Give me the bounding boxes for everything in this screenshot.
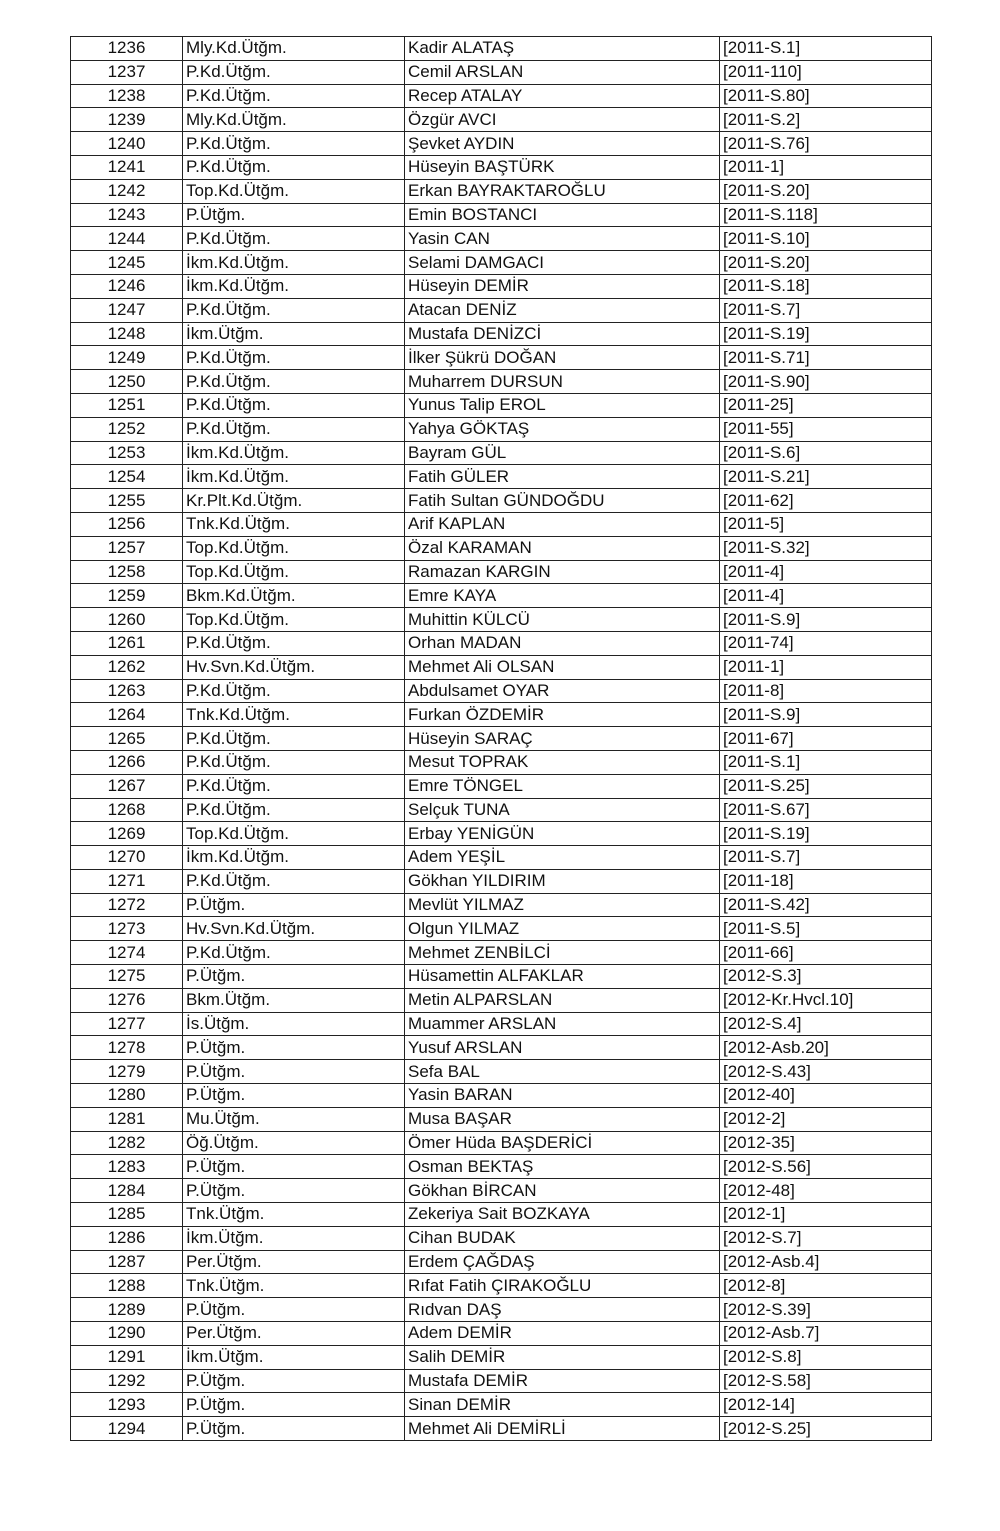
table-row [71,1226,932,1250]
name-cell: Hüseyin SARAÇ [405,727,720,751]
row-number: 1282 [71,1131,183,1155]
rank-cell: Hv.Svn.Kd.Ütğm. [183,655,405,679]
row-number: 1285 [71,1203,183,1227]
table-row [71,988,932,1012]
table-row [71,1369,932,1393]
rank-cell: İkm.Kd.Ütğm. [183,465,405,489]
name-cell: Mehmet Ali OLSAN [405,655,720,679]
rank-cell: Per.Ütğm. [183,1250,405,1274]
class-code-cell: [2011-S.1] [720,750,932,774]
table-row [71,346,932,370]
table-row [71,1322,932,1346]
rank-cell: P.Ütğm. [183,1060,405,1084]
name-cell: Yunus Talip EROL [405,393,720,417]
name-cell: Musa BAŞAR [405,1107,720,1131]
name-cell: Metin ALPARSLAN [405,988,720,1012]
row-number: 1277 [71,1012,183,1036]
rank-cell: P.Kd.Ütğm. [183,727,405,751]
table-row [71,251,932,275]
name-cell: Olgun YILMAZ [405,917,720,941]
row-number: 1294 [71,1417,183,1441]
class-code-cell: [2011-S.67] [720,798,932,822]
name-cell: Arif KAPLAN [405,512,720,536]
class-code-cell: [2012-S.7] [720,1226,932,1250]
table-row [71,441,932,465]
name-cell: Şevket AYDIN [405,132,720,156]
row-number: 1278 [71,1036,183,1060]
row-number: 1245 [71,251,183,275]
class-code-cell: [2011-S.10] [720,227,932,251]
class-code-cell: [2011-S.32] [720,536,932,560]
name-cell: Muhittin KÜLCÜ [405,608,720,632]
rank-cell: Tnk.Ütğm. [183,1274,405,1298]
row-number: 1262 [71,655,183,679]
table-row [71,417,932,441]
table-row [71,1155,932,1179]
row-number: 1237 [71,60,183,84]
name-cell: Adem DEMİR [405,1322,720,1346]
rank-cell: Tnk.Ütğm. [183,1203,405,1227]
row-number: 1264 [71,703,183,727]
class-code-cell: [2012-1] [720,1203,932,1227]
class-code-cell: [2011-S.9] [720,703,932,727]
class-code-cell: [2011-S.90] [720,370,932,394]
rank-cell: P.Ütğm. [183,203,405,227]
table-row [71,1131,932,1155]
rank-cell: P.Kd.Ütğm. [183,60,405,84]
row-number: 1250 [71,370,183,394]
table-row [71,227,932,251]
class-code-cell: [2012-S.25] [720,1417,932,1441]
table-row [71,1179,932,1203]
table-row [71,155,932,179]
table-row [71,512,932,536]
rank-cell: Per.Ütğm. [183,1322,405,1346]
rank-cell: Kr.Plt.Kd.Ütğm. [183,489,405,513]
class-code-cell: [2012-S.58] [720,1369,932,1393]
class-code-cell: [2011-55] [720,417,932,441]
row-number: 1241 [71,155,183,179]
class-code-cell: [2011-S.20] [720,179,932,203]
name-cell: Mustafa DEMİR [405,1369,720,1393]
table-row [71,584,932,608]
class-code-cell: [2011-110] [720,60,932,84]
name-cell: Emin BOSTANCI [405,203,720,227]
class-code-cell: [2012-2] [720,1107,932,1131]
class-code-cell: [2011-S.21] [720,465,932,489]
name-cell: Erbay YENİGÜN [405,822,720,846]
row-number: 1274 [71,941,183,965]
name-cell: Sefa BAL [405,1060,720,1084]
name-cell: Erkan BAYRAKTAROĞLU [405,179,720,203]
name-cell: Furkan ÖZDEMİR [405,703,720,727]
table-row [71,846,932,870]
class-code-cell: [2011-S.71] [720,346,932,370]
row-number: 1284 [71,1179,183,1203]
row-number: 1240 [71,132,183,156]
row-number: 1265 [71,727,183,751]
rank-cell: Tnk.Kd.Ütğm. [183,703,405,727]
class-code-cell: [2012-S.3] [720,965,932,989]
name-cell: Emre KAYA [405,584,720,608]
table-row [71,679,932,703]
class-code-cell: [2012-14] [720,1393,932,1417]
row-number: 1293 [71,1393,183,1417]
row-number: 1261 [71,631,183,655]
name-cell: Rıfat Fatih ÇIRAKOĞLU [405,1274,720,1298]
row-number: 1266 [71,750,183,774]
table-row [71,631,932,655]
row-number: 1276 [71,988,183,1012]
table-row [71,1084,932,1108]
table-row [71,1036,932,1060]
name-cell: Cemil ARSLAN [405,60,720,84]
rank-cell: P.Kd.Ütğm. [183,750,405,774]
class-code-cell: [2011-66] [720,941,932,965]
class-code-cell: [2011-5] [720,512,932,536]
row-number: 1248 [71,322,183,346]
table-row [71,465,932,489]
rank-cell: P.Ütğm. [183,1417,405,1441]
rank-cell: Top.Kd.Ütğm. [183,822,405,846]
table-row [71,274,932,298]
class-code-cell: [2011-25] [720,393,932,417]
name-cell: Zekeriya Sait BOZKAYA [405,1203,720,1227]
name-cell: Mehmet ZENBİLCİ [405,941,720,965]
rank-cell: P.Kd.Ütğm. [183,393,405,417]
rank-cell: P.Ütğm. [183,1393,405,1417]
rank-cell: Mly.Kd.Ütğm. [183,37,405,61]
table-row [71,179,932,203]
row-number: 1269 [71,822,183,846]
rank-cell: İkm.Ütğm. [183,322,405,346]
rank-cell: P.Ütğm. [183,1179,405,1203]
rank-cell: Hv.Svn.Kd.Ütğm. [183,917,405,941]
rank-cell: P.Kd.Ütğm. [183,346,405,370]
rank-cell: P.Ütğm. [183,1155,405,1179]
row-number: 1267 [71,774,183,798]
name-cell: Kadir ALATAŞ [405,37,720,61]
row-number: 1263 [71,679,183,703]
row-number: 1243 [71,203,183,227]
name-cell: Bayram GÜL [405,441,720,465]
class-code-cell: [2011-S.20] [720,251,932,275]
rank-cell: İkm.Kd.Ütğm. [183,274,405,298]
class-code-cell: [2011-S.76] [720,132,932,156]
class-code-cell: [2012-S.8] [720,1345,932,1369]
class-code-cell: [2012-Kr.Hvcl.10] [720,988,932,1012]
rank-cell: P.Kd.Ütğm. [183,132,405,156]
name-cell: Yasin CAN [405,227,720,251]
class-code-cell: [2011-S.118] [720,203,932,227]
name-cell: Ramazan KARGIN [405,560,720,584]
table-row [71,941,932,965]
row-number: 1275 [71,965,183,989]
row-number: 1255 [71,489,183,513]
table-row [71,1345,932,1369]
class-code-cell: [2012-S.39] [720,1298,932,1322]
table-row [71,536,932,560]
rank-cell: Öğ.Ütğm. [183,1131,405,1155]
row-number: 1290 [71,1322,183,1346]
row-number: 1260 [71,608,183,632]
row-number: 1238 [71,84,183,108]
rank-cell: P.Kd.Ütğm. [183,155,405,179]
row-number: 1280 [71,1084,183,1108]
table-row [71,108,932,132]
table-row [71,655,932,679]
rank-cell: İs.Ütğm. [183,1012,405,1036]
name-cell: Rıdvan DAŞ [405,1298,720,1322]
class-code-cell: [2011-S.18] [720,274,932,298]
row-number: 1239 [71,108,183,132]
row-number: 1268 [71,798,183,822]
table-row [71,774,932,798]
class-code-cell: [2011-1] [720,655,932,679]
rank-cell: Bkm.Kd.Ütğm. [183,584,405,608]
name-cell: Muharrem DURSUN [405,370,720,394]
name-cell: Muammer ARSLAN [405,1012,720,1036]
class-code-cell: [2011-S.80] [720,84,932,108]
table-row [71,1393,932,1417]
name-cell: Yahya GÖKTAŞ [405,417,720,441]
row-number: 1254 [71,465,183,489]
name-cell: Emre TÖNGEL [405,774,720,798]
class-code-cell: [2011-S.5] [720,917,932,941]
rank-cell: P.Ütğm. [183,1084,405,1108]
name-cell: Mustafa DENİZCİ [405,322,720,346]
rank-cell: P.Ütğm. [183,893,405,917]
name-cell: Orhan MADAN [405,631,720,655]
class-code-cell: [2012-Asb.4] [720,1250,932,1274]
name-cell: Cihan BUDAK [405,1226,720,1250]
class-code-cell: [2011-S.42] [720,893,932,917]
name-cell: Osman BEKTAŞ [405,1155,720,1179]
row-number: 1273 [71,917,183,941]
class-code-cell: [2011-8] [720,679,932,703]
table-row [71,917,932,941]
class-code-cell: [2012-S.56] [720,1155,932,1179]
row-number: 1258 [71,560,183,584]
class-code-cell: [2011-S.19] [720,322,932,346]
rank-cell: P.Kd.Ütğm. [183,869,405,893]
table-row [71,608,932,632]
rank-cell: P.Kd.Ütğm. [183,941,405,965]
table-row [71,203,932,227]
rank-cell: P.Ütğm. [183,1369,405,1393]
class-code-cell: [2011-S.9] [720,608,932,632]
rank-cell: Top.Kd.Ütğm. [183,179,405,203]
table-row [71,322,932,346]
name-cell: Adem YEŞİL [405,846,720,870]
class-code-cell: [2011-S.2] [720,108,932,132]
rank-cell: P.Ütğm. [183,1036,405,1060]
personnel-list-body [71,37,932,1441]
name-cell: Özgür AVCI [405,108,720,132]
rank-cell: P.Ütğm. [183,965,405,989]
rank-cell: P.Kd.Ütğm. [183,370,405,394]
class-code-cell: [2011-74] [720,631,932,655]
rank-cell: Top.Kd.Ütğm. [183,536,405,560]
table-row [71,393,932,417]
class-code-cell: [2011-S.1] [720,37,932,61]
name-cell: Salih DEMİR [405,1345,720,1369]
rank-cell: Mly.Kd.Ütğm. [183,108,405,132]
rank-cell: İkm.Ütğm. [183,1226,405,1250]
table-row [71,750,932,774]
table-row [71,84,932,108]
rank-cell: P.Kd.Ütğm. [183,631,405,655]
class-code-cell: [2012-40] [720,1084,932,1108]
rank-cell: Bkm.Ütğm. [183,988,405,1012]
name-cell: Ömer Hüda BAŞDERİCİ [405,1131,720,1155]
table-row [71,1250,932,1274]
row-number: 1271 [71,869,183,893]
class-code-cell: [2011-67] [720,727,932,751]
name-cell: İlker Şükrü DOĞAN [405,346,720,370]
name-cell: Atacan DENİZ [405,298,720,322]
rank-cell: P.Kd.Ütğm. [183,298,405,322]
name-cell: Yusuf ARSLAN [405,1036,720,1060]
table-row [71,1060,932,1084]
table-row [71,1012,932,1036]
name-cell: Selçuk TUNA [405,798,720,822]
class-code-cell: [2011-S.25] [720,774,932,798]
row-number: 1288 [71,1274,183,1298]
row-number: 1253 [71,441,183,465]
rank-cell: İkm.Kd.Ütğm. [183,846,405,870]
class-code-cell: [2011-4] [720,584,932,608]
rank-cell: P.Kd.Ütğm. [183,774,405,798]
row-number: 1281 [71,1107,183,1131]
class-code-cell: [2012-Asb.7] [720,1322,932,1346]
class-code-cell: [2011-1] [720,155,932,179]
rank-cell: Top.Kd.Ütğm. [183,608,405,632]
rank-cell: İkm.Ütğm. [183,1345,405,1369]
table-row [71,869,932,893]
rank-cell: P.Kd.Ütğm. [183,84,405,108]
row-number: 1287 [71,1250,183,1274]
table-row [71,489,932,513]
name-cell: Recep ATALAY [405,84,720,108]
table-row [71,1417,932,1441]
class-code-cell: [2011-18] [720,869,932,893]
name-cell: Abdulsamet OYAR [405,679,720,703]
row-number: 1292 [71,1369,183,1393]
table-row [71,822,932,846]
row-number: 1244 [71,227,183,251]
name-cell: Mesut TOPRAK [405,750,720,774]
class-code-cell: [2012-S.43] [720,1060,932,1084]
row-number: 1291 [71,1345,183,1369]
class-code-cell: [2012-S.4] [720,1012,932,1036]
rank-cell: P.Ütğm. [183,1298,405,1322]
class-code-cell: [2011-62] [720,489,932,513]
name-cell: Mehmet Ali DEMİRLİ [405,1417,720,1441]
table-row [71,727,932,751]
row-number: 1270 [71,846,183,870]
table-row [71,298,932,322]
personnel-list-table [70,36,932,1441]
class-code-cell: [2012-Asb.20] [720,1036,932,1060]
rank-cell: Mu.Ütğm. [183,1107,405,1131]
name-cell: Hüseyin DEMİR [405,274,720,298]
table-row [71,132,932,156]
class-code-cell: [2011-S.7] [720,298,932,322]
row-number: 1249 [71,346,183,370]
rank-cell: P.Kd.Ütğm. [183,798,405,822]
row-number: 1257 [71,536,183,560]
table-row [71,965,932,989]
class-code-cell: [2011-4] [720,560,932,584]
table-row [71,37,932,61]
rank-cell: P.Kd.Ütğm. [183,679,405,703]
table-row [71,893,932,917]
name-cell: Özal KARAMAN [405,536,720,560]
name-cell: Gökhan YILDIRIM [405,869,720,893]
rank-cell: Tnk.Kd.Ütğm. [183,512,405,536]
row-number: 1247 [71,298,183,322]
class-code-cell: [2012-35] [720,1131,932,1155]
row-number: 1279 [71,1060,183,1084]
name-cell: Fatih Sultan GÜNDOĞDU [405,489,720,513]
class-code-cell: [2011-S.19] [720,822,932,846]
class-code-cell: [2012-8] [720,1274,932,1298]
row-number: 1242 [71,179,183,203]
class-code-cell: [2012-48] [720,1179,932,1203]
row-number: 1256 [71,512,183,536]
name-cell: Hüseyin BAŞTÜRK [405,155,720,179]
table-row [71,60,932,84]
table-row [71,560,932,584]
name-cell: Sinan DEMİR [405,1393,720,1417]
name-cell: Mevlüt YILMAZ [405,893,720,917]
name-cell: Fatih GÜLER [405,465,720,489]
row-number: 1259 [71,584,183,608]
class-code-cell: [2011-S.6] [720,441,932,465]
row-number: 1283 [71,1155,183,1179]
row-number: 1251 [71,393,183,417]
row-number: 1246 [71,274,183,298]
table-row [71,1107,932,1131]
row-number: 1286 [71,1226,183,1250]
row-number: 1252 [71,417,183,441]
row-number: 1272 [71,893,183,917]
class-code-cell: [2011-S.7] [720,846,932,870]
table-row [71,1298,932,1322]
table-row [71,370,932,394]
table-row [71,1203,932,1227]
table-row [71,798,932,822]
name-cell: Gökhan BİRCAN [405,1179,720,1203]
rank-cell: İkm.Kd.Ütğm. [183,251,405,275]
row-number: 1236 [71,37,183,61]
rank-cell: P.Kd.Ütğm. [183,417,405,441]
rank-cell: Top.Kd.Ütğm. [183,560,405,584]
name-cell: Erdem ÇAĞDAŞ [405,1250,720,1274]
row-number: 1289 [71,1298,183,1322]
rank-cell: P.Kd.Ütğm. [183,227,405,251]
name-cell: Yasin BARAN [405,1084,720,1108]
table-row [71,703,932,727]
name-cell: Hüsamettin ALFAKLAR [405,965,720,989]
rank-cell: İkm.Kd.Ütğm. [183,441,405,465]
name-cell: Selami DAMGACI [405,251,720,275]
table-row [71,1274,932,1298]
